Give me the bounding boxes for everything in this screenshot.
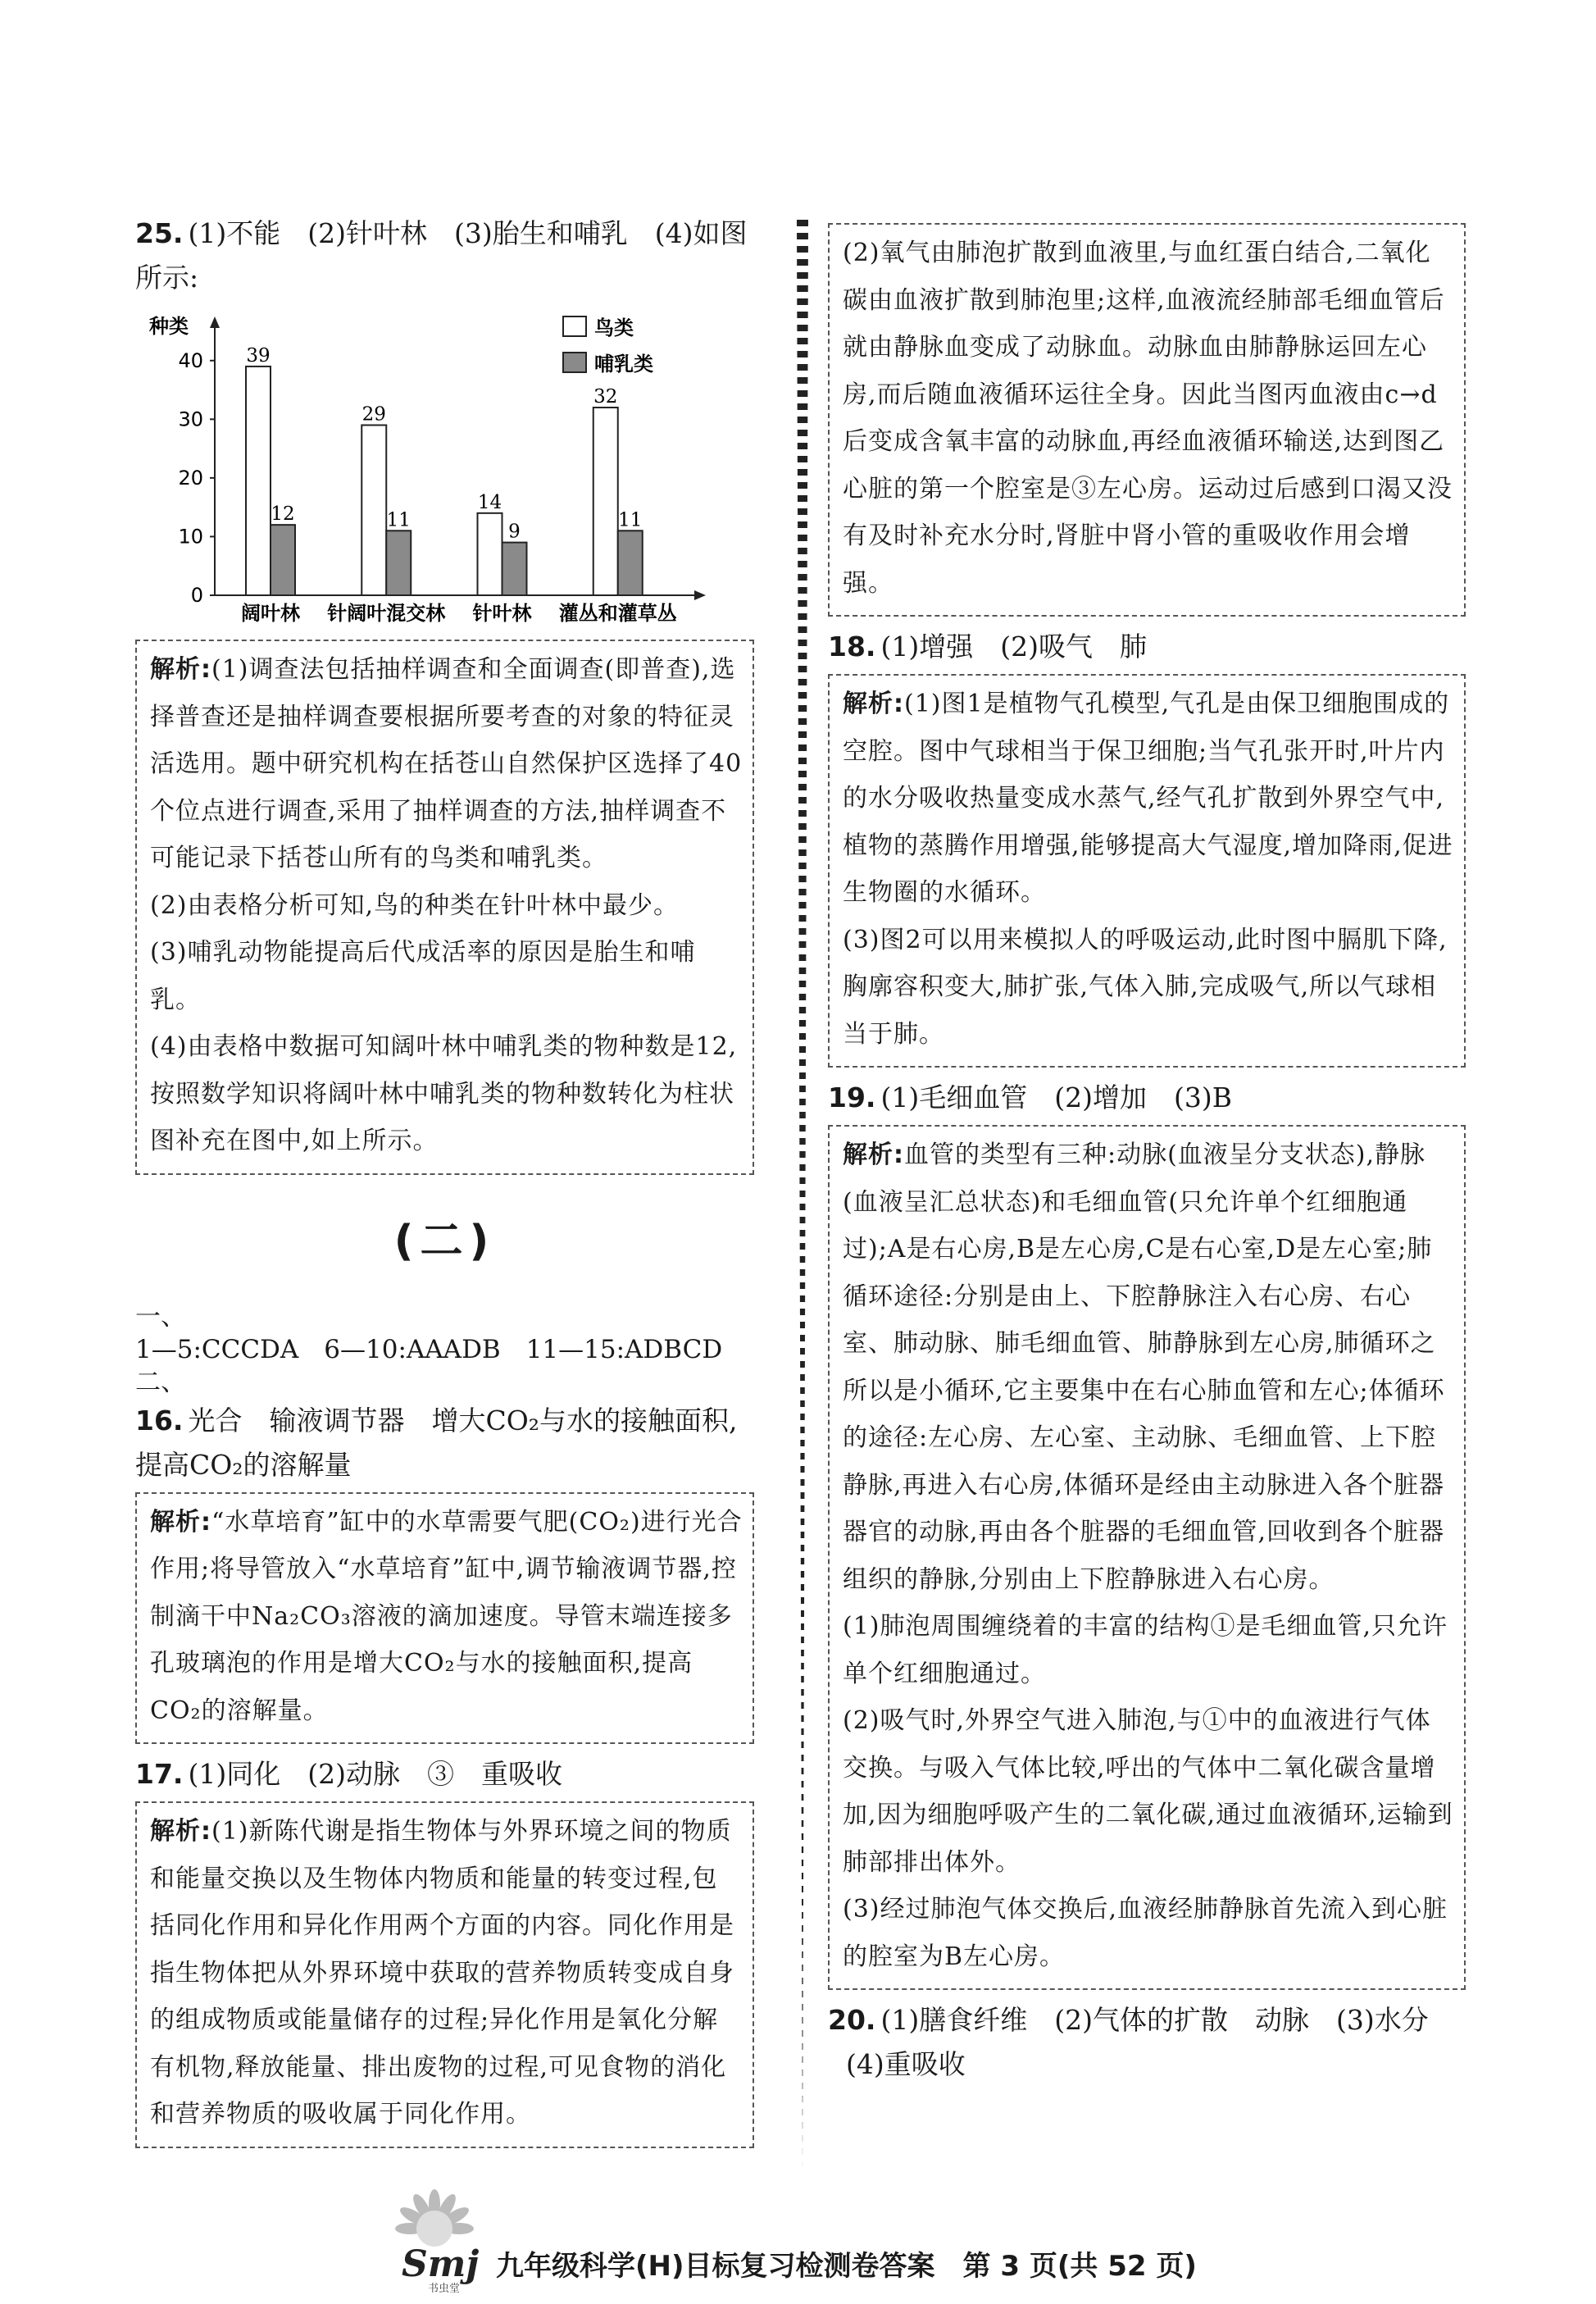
legend-label: 哺乳类 bbox=[594, 353, 653, 376]
q18-analysis: 解析:(1)图1是植物气孔模型,气孔是由保卫细胞围成的空腔。图中气球相当于保卫细胞;当气孔张开时,叶片内的水分吸收热量变成水蒸气,经气孔扩散到外界空气中,植物的蒸腾作用增强,能够提高大气湿度,增加降雨,促进生物圈的水循环。 (3)图2可以用来模拟人的呼吸运动,此时图中膈肌下降,胸廓容积变大,肺扩张,气体入肺,完成吸气,所以气球相当于肺。 bbox=[828, 674, 1466, 1068]
x-tick-label: 针阔叶混交林 bbox=[327, 602, 446, 625]
q17-analysis: 解析:(1)新陈代谢是指生物体与外界环境之间的物质和能量交换以及生物体内物质和能量的转变过程,包括同化作用和异化作用两个方面的内容。同化作用是指生物体把从外界环境中获取的营养物质转变成自身的组成物质或能量储存的过程;异化作用是氧化分解有机物,释放能量、排出废物的过程,可见食物的消化和营养物质的吸收属于同化作用。 bbox=[135, 1801, 754, 2148]
bar-value-label: 12 bbox=[271, 503, 295, 526]
y-axis-arrow bbox=[210, 316, 220, 328]
q25-answer: 25. (1)不能 (2)针叶林 (3)胎生和哺乳 (4)如图所示: bbox=[135, 217, 748, 294]
analysis-paragraph: (3)经过肺泡气体交换后,血液经肺静脉首先流入到心脏的腔室为B左心房。 bbox=[843, 1895, 1448, 1971]
q16-number: 16. bbox=[135, 1404, 184, 1437]
bar-value-label: 14 bbox=[477, 491, 502, 513]
part-one-heading: 一、 bbox=[135, 1301, 186, 1332]
q20-answer-line2: (4)重吸收 bbox=[846, 2048, 966, 2080]
analysis-label: 解析: bbox=[843, 1141, 904, 1169]
page-footer bbox=[377, 2229, 1279, 2295]
logo-subtext: 书虫堂 bbox=[428, 2283, 461, 2295]
q18-number: 18. bbox=[828, 631, 876, 663]
q25-analysis: 解析:(1)调查法包括抽样调查和全面调查(即普查),选择普查还是抽样调查要根据所要考查的对象的特征灵活选用。题中研究机构在括苍山自然保护区选择了40个位点进行调查,采用了抽样调查的方法,抽样调查不可能记录下括苍山所有的鸟类和哺乳类。 (2)由表格分析可知,鸟的种类在针叶林中最少。 (3)哺乳动物能提高后代成活率的原因是胎生和哺乳。 (4)由表格中数据可知阔叶林中哺乳类的物种数是12,按照数学知识将阔叶林中哺乳类的物种数转化为柱状图补充在图中,如上所示。 bbox=[135, 640, 754, 1175]
x-tick-label: 阔叶林 bbox=[241, 602, 300, 625]
q19-analysis: 解析:血管的类型有三种:动脉(血液呈分支状态),静脉(血液呈汇总状态)和毛细血管(只允许单个红细胞通过);A是右心房,B是左心房,C是右心室,D是左心室;肺循环途径:分别是由上、下腔静脉注入右心房、右心室、肺动脉、肺毛细血管、肺静脉到左心房,肺循环之所以是小循环,它主要集中在右心肺血管和左心;体循环的途径:左心房、左心室、主动脉、毛细血管、上下腔静脉,再进入右心房,体循环是经由主动脉进入各个脏器器官的动脉,再由各个脏器的毛细血管,回收到各个脏器组织的静脉,分别由上下腔静脉进入右心房。 (1)肺泡周围缠绕着的丰富的结构①是毛细血管,只允许单个红细胞通过。 (2)吸气时,外界空气进入肺泡,与①中的血液进行气体交换。与吸入气体比较,呼出的气体中二氧化碳含量增加,因为细胞呼吸产生的二氧化碳,通过血液循环,运输到肺部排出体外。 (3)经过肺泡气体交换后,血液经肺静脉首先流入到心脏的腔室为B左心房。 bbox=[828, 1125, 1466, 1990]
right-column bbox=[828, 223, 1466, 2087]
q20-answer: 20. (1)膳食纤维 (2)气体的扩散 动脉 (3)水分 bbox=[828, 2004, 1429, 2036]
left-column bbox=[135, 212, 754, 2156]
x-tick-label: 灌丛和灌草丛 bbox=[558, 602, 677, 625]
analysis-label: 解析: bbox=[150, 1507, 211, 1537]
q17-number: 17. bbox=[135, 1758, 184, 1790]
y-tick-label: 20 bbox=[178, 466, 203, 489]
analysis-label: 解析: bbox=[150, 655, 211, 684]
analysis-paragraph: (3)图2可以用来模拟人的呼吸运动,此时图中膈肌下降,胸廓容积变大,肺扩张,气体入肺,完成吸气,所以气球相当于肺。 bbox=[843, 925, 1448, 1049]
bar-value-label: 9 bbox=[508, 521, 521, 543]
bar-mammal bbox=[386, 530, 411, 595]
analysis-label: 解析: bbox=[150, 1817, 211, 1846]
bar-value-label: 11 bbox=[386, 509, 411, 531]
bar-bird bbox=[478, 513, 502, 595]
q17-analysis-continued: (2)氧气由肺泡扩散到血液里,与血红蛋白结合,二氧化碳由血液扩散到肺泡里;这样,血液流经肺部毛细血管后就由静脉血变成了动脉血。动脉血由肺静脉运回左心房,而后随血液循环运往全身。因此当图丙血液由c→d后变成含氧丰富的动脉血,再经血液循环输送,达到图乙心脏的第一个腔室是③左心房。运动过后感到口渴又没有及时补充水分时,肾脏中肾小管的重吸收作用会增强。 bbox=[828, 223, 1466, 617]
analysis-paragraph: (3)哺乳动物能提高后代成活率的原因是胎生和哺乳。 bbox=[150, 938, 696, 1014]
y-axis-label: 种类 bbox=[149, 315, 189, 338]
q16-analysis: 解析:“水草培育”缸中的水草需要气肥(CO₂)进行光合作用;将导管放入“水草培育”缸中,调节输液调节器,控制滴干中Na₂CO₃溶液的滴加速度。导管末端连接多孔玻璃泡的作用是增大CO₂与水的接触面积,提高CO₂的溶解量。 bbox=[135, 1492, 754, 1745]
bar-mammal bbox=[271, 525, 295, 595]
q25-number: 25. bbox=[135, 217, 184, 249]
logo-text: Smj bbox=[402, 2243, 480, 2285]
analysis-paragraph: (2)吸气时,外界空气进入肺泡,与①中的血液进行气体交换。与吸入气体比较,呼出的气体中二氧化碳含量增加,因为细胞呼吸产生的二氧化碳,通过血液循环,运输到肺部排出体外。 bbox=[843, 1706, 1453, 1877]
bar-mammal bbox=[618, 530, 643, 595]
bar-bird bbox=[361, 425, 386, 595]
legend-swatch bbox=[563, 316, 586, 336]
column-divider bbox=[797, 220, 808, 2171]
part-two-heading: 二、 bbox=[135, 1367, 186, 1397]
q19-number: 19. bbox=[828, 1081, 876, 1113]
x-axis-arrow bbox=[694, 590, 706, 600]
bar-bird bbox=[593, 408, 618, 595]
analysis-paragraph: (4)由表格中数据可知阔叶林中哺乳类的物种数是12,按照数学知识将阔叶林中哺乳类的物种数转化为柱状图补充在图中,如上所示。 bbox=[150, 1032, 738, 1155]
section-title: (二) bbox=[393, 1216, 496, 1266]
analysis-paragraph: (2)由表格分析可知,鸟的种类在针叶林中最少。 bbox=[150, 890, 680, 920]
bar-value-label: 11 bbox=[618, 509, 643, 531]
y-tick-label: 10 bbox=[178, 525, 203, 549]
y-tick-label: 0 bbox=[190, 584, 203, 607]
bar-value-label: 39 bbox=[246, 344, 271, 367]
q19-answer: 19. (1)毛细血管 (2)增加 (3)B bbox=[828, 1081, 1232, 1113]
q20-number: 20. bbox=[828, 2004, 876, 2036]
multiple-choice-answers: 1—5:CCCDA 6—10:AAADB 11—15:ADBCD bbox=[135, 1334, 723, 1364]
q17-answer: 17. (1)同化 (2)动脉 ③ 重吸收 bbox=[135, 1758, 562, 1790]
y-tick-label: 40 bbox=[178, 348, 203, 372]
q18-answer: 18. (1)增强 (2)吸气 肺 bbox=[828, 631, 1147, 663]
y-tick-label: 30 bbox=[178, 408, 203, 431]
q16-answer: 16. 光合 输液调节器 增大CO₂与水的接触面积,提高CO₂的溶解量 bbox=[135, 1404, 738, 1481]
x-tick-label: 针叶林 bbox=[472, 602, 532, 625]
bar-bird bbox=[246, 367, 271, 595]
analysis-label: 解析: bbox=[843, 690, 904, 718]
legend-label: 鸟类 bbox=[594, 316, 634, 339]
bar-value-label: 29 bbox=[361, 403, 386, 426]
analysis-paragraph: (1)肺泡周围缠绕着的丰富的结构①是毛细血管,只允许单个红细胞通过。 bbox=[843, 1612, 1448, 1688]
bar-chart bbox=[129, 307, 719, 635]
bar-mammal bbox=[502, 543, 527, 595]
legend-swatch bbox=[563, 353, 586, 372]
footer-page-info: 九年级科学(H)目标复习检测卷答案 第 3 页(共 52 页) bbox=[496, 2250, 1197, 2283]
bar-value-label: 32 bbox=[593, 386, 618, 408]
